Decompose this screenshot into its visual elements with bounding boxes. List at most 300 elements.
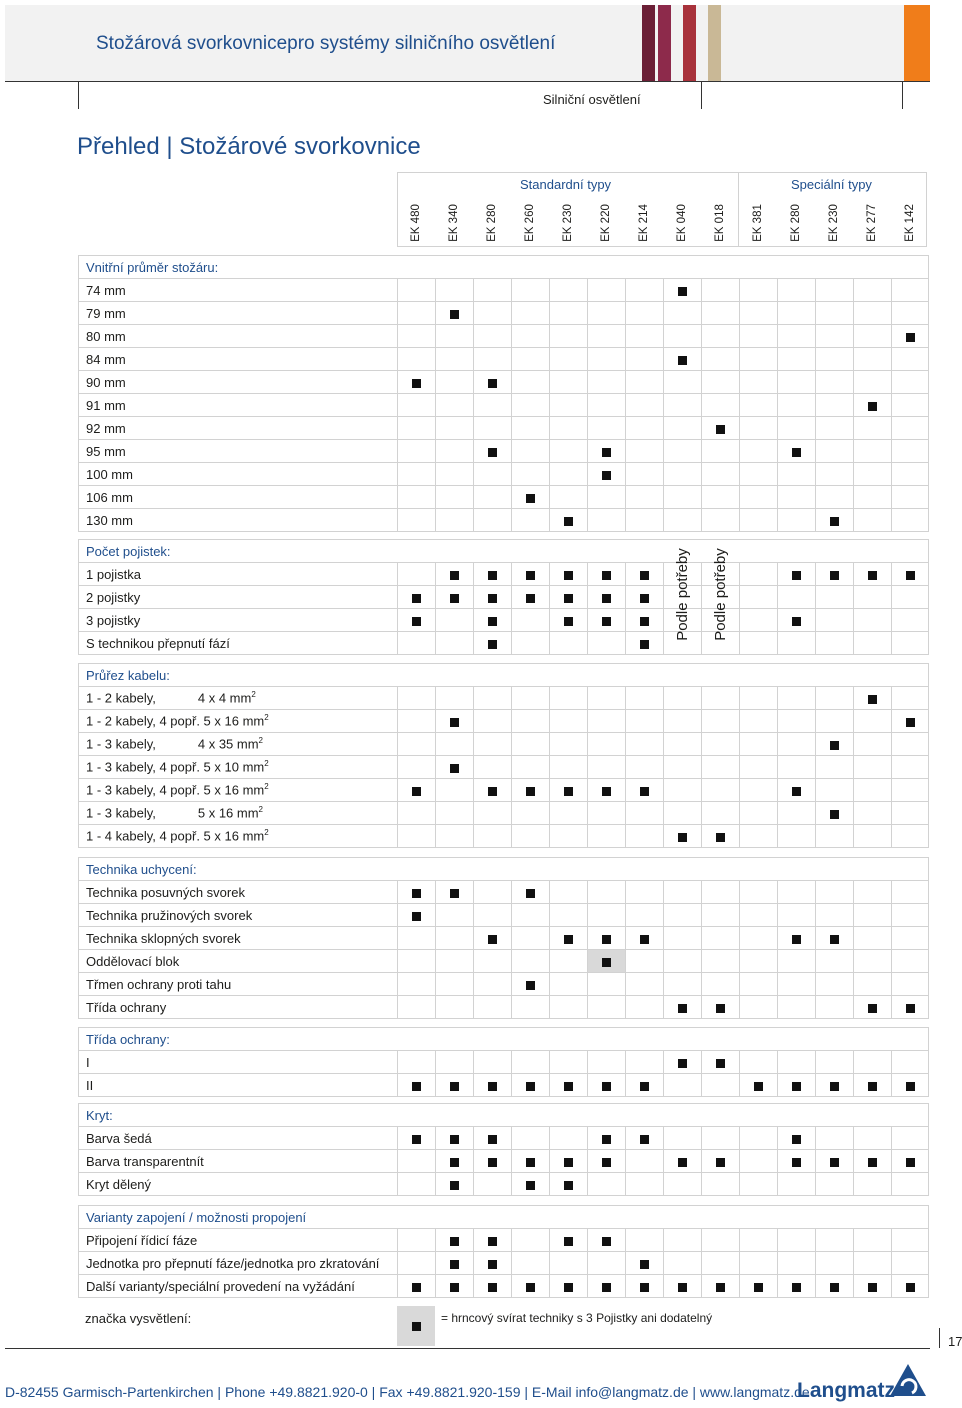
section-title: Třída ochrany:: [79, 1028, 929, 1051]
mark-icon: [830, 517, 839, 526]
mark-icon: [678, 1158, 687, 1167]
superscript: 2: [258, 805, 263, 815]
table-cell: [816, 325, 854, 348]
table-row: [79, 733, 929, 756]
mark-icon: [488, 1135, 497, 1144]
row-label: [79, 586, 398, 609]
table-cell: [512, 1127, 550, 1150]
table-cell: [512, 371, 550, 394]
table-cell: [398, 1150, 436, 1173]
table-cell: [474, 1275, 512, 1298]
table-cell: [740, 779, 778, 802]
row-label: [79, 1252, 398, 1275]
table-cell: [816, 802, 854, 825]
table-cell: [512, 904, 550, 927]
table-cell: [740, 609, 778, 632]
table-row: [79, 973, 929, 996]
table-cell: [398, 1275, 436, 1298]
table-cell: [816, 733, 854, 756]
mark-icon: [906, 1158, 915, 1167]
table-cell: [664, 509, 702, 532]
table-cell: [816, 279, 854, 302]
table-cell: [588, 1275, 626, 1298]
table-cell: [740, 632, 778, 655]
table-cell: [740, 733, 778, 756]
table-cell: [664, 417, 702, 440]
mark-icon: [792, 1135, 801, 1144]
row-label: [79, 1275, 398, 1298]
table-cell: [474, 973, 512, 996]
table-cell: [436, 632, 474, 655]
table-cell: [436, 348, 474, 371]
table-cell: [816, 1150, 854, 1173]
mark-icon: [564, 1158, 573, 1167]
table-cell: [778, 394, 816, 417]
group-label-special: Speciální typy: [791, 177, 872, 192]
superscript: 2: [258, 736, 263, 746]
table-cell: [702, 1127, 740, 1150]
table-row: [79, 687, 929, 710]
table-cell: [854, 779, 892, 802]
table-cell: [398, 687, 436, 710]
mark-icon: [564, 1082, 573, 1091]
mark-icon: [602, 1283, 611, 1292]
table-row: [79, 371, 929, 394]
mark-icon: [450, 1283, 459, 1292]
table-cell: [626, 733, 664, 756]
table-cell: [626, 371, 664, 394]
table-cell: [512, 1173, 550, 1196]
table-cell: [398, 881, 436, 904]
table-cell: [778, 687, 816, 710]
table-cell: [702, 1051, 740, 1074]
section-table: [78, 1103, 929, 1196]
table-cell: [740, 1252, 778, 1275]
table-cell: [816, 586, 854, 609]
table-cell: [854, 1074, 892, 1097]
row-label-size: 4 x 35 mm: [197, 736, 259, 752]
row-label-text: Jednotka pro přepnutí fáze/jednotka pro zkratování: [86, 1255, 380, 1271]
mark-icon: [906, 718, 915, 727]
mark-icon: [450, 1135, 459, 1144]
mark-icon: [640, 1135, 649, 1144]
table-cell: [816, 1252, 854, 1275]
table-row: [79, 950, 929, 973]
table-cell: [436, 996, 474, 1019]
table-cell: [816, 927, 854, 950]
table-cell: [436, 802, 474, 825]
table-cell: [702, 1173, 740, 1196]
table-cell: [588, 279, 626, 302]
legend-label: značka vysvětlení:: [85, 1311, 192, 1326]
table-cell: [816, 687, 854, 710]
table-cell: [664, 710, 702, 733]
table-cell: [512, 1051, 550, 1074]
row-label-text: 1 pojistka: [86, 566, 141, 582]
table-cell: [854, 996, 892, 1019]
page-number: 17: [948, 1334, 962, 1349]
mark-icon: [792, 448, 801, 457]
mark-icon: [526, 787, 535, 796]
section-label: Silniční osvětlení: [543, 92, 641, 107]
table-cell: [778, 509, 816, 532]
mark-icon: [412, 1082, 421, 1091]
table-cell: [816, 509, 854, 532]
table-cell: [588, 1229, 626, 1252]
table-cell: [702, 440, 740, 463]
table-cell: [854, 687, 892, 710]
table-cell: [436, 710, 474, 733]
table-cell: [474, 733, 512, 756]
table-cell: [436, 756, 474, 779]
page-number-divider: [939, 1328, 940, 1348]
table-cell: [626, 996, 664, 1019]
table-cell: [474, 348, 512, 371]
table-cell: [816, 881, 854, 904]
table-row: [79, 1051, 929, 1074]
table-cell: [436, 325, 474, 348]
table-cell: [588, 509, 626, 532]
mark-icon: [792, 935, 801, 944]
table-row: [79, 302, 929, 325]
table-cell: [778, 927, 816, 950]
table-cell: [550, 996, 588, 1019]
table-cell: [588, 802, 626, 825]
table-cell: [816, 973, 854, 996]
table-cell: [398, 394, 436, 417]
section-title: Průřez kabelu:: [79, 664, 929, 687]
table-cell: [436, 1252, 474, 1275]
table-cell: [854, 756, 892, 779]
mark-icon: [640, 640, 649, 649]
row-label: [79, 325, 398, 348]
table-row: [79, 440, 929, 463]
table-row: [79, 802, 929, 825]
superscript: 2: [264, 782, 269, 792]
mark-icon: [868, 571, 877, 580]
table-cell: [512, 1150, 550, 1173]
legend-swatch: [397, 1306, 435, 1346]
table-cell: [778, 325, 816, 348]
mark-icon: [412, 379, 421, 388]
row-label: [79, 417, 398, 440]
table-cell: [816, 996, 854, 1019]
table-row: [79, 996, 929, 1019]
table-cell: [740, 825, 778, 848]
mark-icon: [526, 889, 535, 898]
mark-icon: [564, 787, 573, 796]
mark-icon: [640, 935, 649, 944]
table-cell: [626, 1051, 664, 1074]
table-cell: [778, 710, 816, 733]
table-cell: [512, 973, 550, 996]
column-header-label: EK 260: [523, 204, 536, 242]
table-cell: [816, 463, 854, 486]
table-row: [79, 417, 929, 440]
table-cell: [740, 1051, 778, 1074]
table-cell: [778, 1074, 816, 1097]
table-cell: [854, 348, 892, 371]
mark-icon: [602, 571, 611, 580]
page-heading: Přehled | Stožárové svorkovnice: [77, 133, 421, 160]
mark-icon: [716, 425, 725, 434]
table-cell: [588, 632, 626, 655]
table-cell: [664, 756, 702, 779]
table-cell: [702, 825, 740, 848]
table-cell: [778, 563, 816, 586]
table-cell: [892, 881, 929, 904]
table-cell: [512, 394, 550, 417]
table-cell: [550, 463, 588, 486]
table-cell: [740, 417, 778, 440]
table-cell: [588, 371, 626, 394]
table-cell: [626, 1150, 664, 1173]
table-cell: [816, 371, 854, 394]
table-cell: [626, 486, 664, 509]
table-cell: [550, 687, 588, 710]
table-cell: [512, 802, 550, 825]
mark-icon: [602, 1158, 611, 1167]
footer-rule: [5, 1348, 930, 1349]
table-cell: [854, 1173, 892, 1196]
table-cell: [512, 302, 550, 325]
table-cell: [702, 802, 740, 825]
header-stripe: [708, 5, 721, 81]
table-cell: [512, 1229, 550, 1252]
row-label: [79, 825, 398, 848]
row-label: [79, 950, 398, 973]
table-cell: [740, 371, 778, 394]
table-cell: [626, 927, 664, 950]
table-cell: [702, 927, 740, 950]
mark-icon: [450, 1237, 459, 1246]
table-cell: [816, 1074, 854, 1097]
table-cell: [664, 325, 702, 348]
table-cell: [778, 802, 816, 825]
table-cell: [550, 440, 588, 463]
table-cell: [474, 486, 512, 509]
table-cell: [588, 1074, 626, 1097]
table-cell: [474, 756, 512, 779]
mark-icon: [488, 594, 497, 603]
table-cell: [626, 325, 664, 348]
table-cell: [474, 710, 512, 733]
table-cell: [702, 710, 740, 733]
section-title: Vnitřní průměr stožáru:: [79, 256, 929, 279]
mark-icon: [488, 571, 497, 580]
table-cell: [550, 486, 588, 509]
row-label-text: Technika sklopných svorek: [86, 930, 241, 946]
table-cell: [854, 609, 892, 632]
table-cell: [588, 1150, 626, 1173]
table-cell: [512, 440, 550, 463]
table-cell: [778, 881, 816, 904]
mark-icon: [792, 1082, 801, 1091]
table-cell: [778, 279, 816, 302]
table-cell: [816, 950, 854, 973]
mark-icon: [678, 833, 687, 842]
mark-icon: [450, 594, 459, 603]
table-row: [79, 463, 929, 486]
mark-icon: [678, 1004, 687, 1013]
table-cell: [588, 302, 626, 325]
column-header-label: EK 340: [447, 204, 460, 242]
table-cell: [626, 417, 664, 440]
table-cell: [892, 1275, 929, 1298]
row-label: [79, 486, 398, 509]
row-label: [79, 881, 398, 904]
row-label-text: Kryt dělený: [86, 1176, 152, 1192]
row-label: [79, 394, 398, 417]
mark-icon: [602, 448, 611, 457]
table-cell: [398, 756, 436, 779]
table-cell: [854, 1252, 892, 1275]
table-cell: [816, 440, 854, 463]
table-cell: [740, 756, 778, 779]
table-cell: [512, 348, 550, 371]
mark-icon: [450, 889, 459, 898]
table-cell: [740, 279, 778, 302]
table-cell: [588, 904, 626, 927]
table-cell: [816, 609, 854, 632]
row-label: [79, 1074, 398, 1097]
table-cell: [398, 609, 436, 632]
table-row: [79, 1275, 929, 1298]
mark-icon: [792, 1283, 801, 1292]
table-cell: [398, 440, 436, 463]
table-cell: [436, 302, 474, 325]
mark-icon: [906, 333, 915, 342]
table-cell: [664, 1074, 702, 1097]
table-cell: [702, 279, 740, 302]
header-stripe: [642, 5, 655, 81]
mark-icon: [488, 787, 497, 796]
table-row: [79, 756, 929, 779]
table-cell: [588, 710, 626, 733]
row-label-text: Technika posuvných svorek: [86, 884, 245, 900]
table-cell: [550, 371, 588, 394]
table-cell: [664, 1051, 702, 1074]
table-cell: [664, 371, 702, 394]
mark-icon: [412, 889, 421, 898]
mark-icon: [526, 1283, 535, 1292]
footer-contact: D-82455 Garmisch-Partenkirchen | Phone +49.8821.920-0 | Fax +49.8821.920-159 | E-Mail info@langmatz.de | www.langmatz.de: [5, 1384, 810, 1400]
table-cell: [854, 371, 892, 394]
table-cell: [892, 950, 929, 973]
table-row: [79, 1074, 929, 1097]
table-cell: [778, 779, 816, 802]
table-cell: [512, 486, 550, 509]
table-cell: [436, 687, 474, 710]
table-cell: [702, 1074, 740, 1097]
table-cell: [398, 1051, 436, 1074]
table-cell: [398, 586, 436, 609]
table-cell: [436, 1127, 474, 1150]
table-cell: [512, 563, 550, 586]
table-cell: [512, 609, 550, 632]
table-cell: [778, 904, 816, 927]
mark-icon: [868, 1158, 877, 1167]
column-header-label: EK 277: [865, 204, 878, 242]
table-cell: [816, 632, 854, 655]
table-cell: [892, 463, 929, 486]
table-cell: [588, 973, 626, 996]
table-row: [79, 563, 929, 586]
mark-icon: [754, 1283, 763, 1292]
table-cell: [816, 710, 854, 733]
table-cell: [512, 509, 550, 532]
row-label-text: Technika pružinových svorek: [86, 907, 253, 923]
column-header-label: EK 230: [827, 204, 840, 242]
table-cell: [474, 609, 512, 632]
table-row: [79, 486, 929, 509]
table-cell: [854, 417, 892, 440]
table-cell: [892, 302, 929, 325]
table-cell: [626, 710, 664, 733]
table-cell: [626, 1252, 664, 1275]
mark-icon: [488, 617, 497, 626]
table-cell: [550, 973, 588, 996]
mark-icon: [488, 1283, 497, 1292]
row-label-text: 1 - 3 kabely, 4 popř. 5 x 10 mm: [86, 759, 265, 775]
table-cell: [588, 950, 626, 973]
mark-icon: [906, 1004, 915, 1013]
table-cell: [854, 325, 892, 348]
table-cell: [512, 779, 550, 802]
row-label: [79, 348, 398, 371]
table-cell: [588, 325, 626, 348]
table-cell: [588, 586, 626, 609]
table-cell: [854, 1275, 892, 1298]
row-label-text: S technikou přepnutí fází: [86, 635, 230, 651]
row-label: [79, 1229, 398, 1252]
table-cell: [626, 950, 664, 973]
table-cell: [550, 563, 588, 586]
table-cell: [816, 756, 854, 779]
row-label: [79, 904, 398, 927]
mark-icon: [830, 1082, 839, 1091]
table-cell: [664, 687, 702, 710]
table-cell: [854, 509, 892, 532]
superscript: 2: [264, 759, 269, 769]
table-cell: [512, 756, 550, 779]
table-cell: [892, 1074, 929, 1097]
row-label-text: 1 - 2 kabely,: [86, 690, 156, 706]
table-cell: [512, 325, 550, 348]
column-header-label: EK 214: [637, 204, 650, 242]
table-row: [79, 348, 929, 371]
table-cell: [512, 586, 550, 609]
table-cell: [398, 348, 436, 371]
table-cell: [626, 973, 664, 996]
table-cell: [436, 563, 474, 586]
table-cell: [398, 950, 436, 973]
table-cell: [778, 417, 816, 440]
table-cell: [436, 394, 474, 417]
table-cell: [550, 710, 588, 733]
mark-icon: [450, 764, 459, 773]
mark-icon: [716, 1283, 725, 1292]
table-cell: [626, 302, 664, 325]
table-cell: [626, 632, 664, 655]
table-cell: [702, 904, 740, 927]
table-cell: [474, 632, 512, 655]
mark-icon: [564, 1237, 573, 1246]
table-cell: [436, 927, 474, 950]
table-cell: [778, 440, 816, 463]
header-stripe: [904, 5, 930, 81]
row-label-text: 130 mm: [86, 512, 133, 528]
